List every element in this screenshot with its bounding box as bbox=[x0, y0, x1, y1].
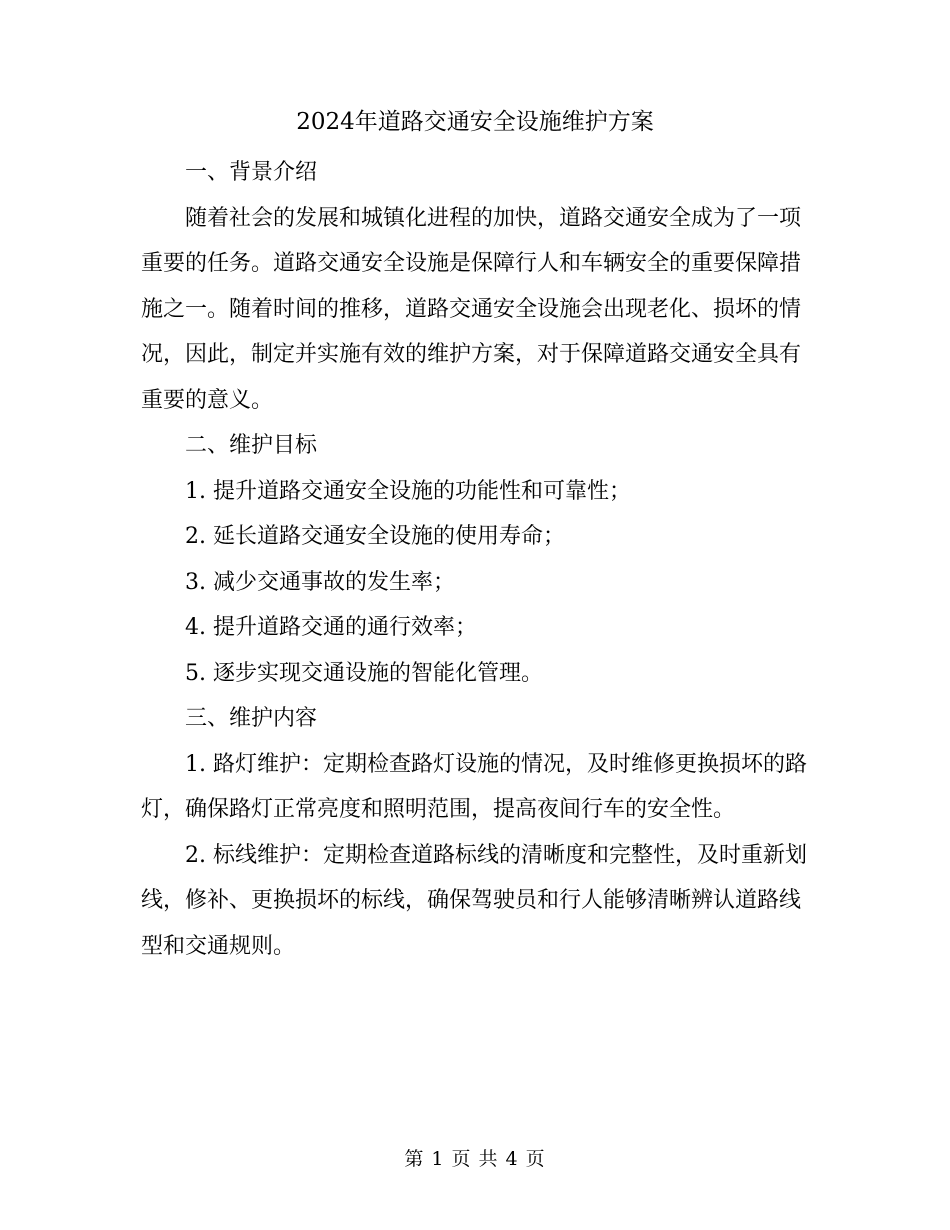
goal-item-3: 3. 减少交通事故的发生率； bbox=[185, 569, 455, 595]
goal-item-2: 2. 延长道路交通安全设施的使用寿命； bbox=[185, 524, 565, 549]
content-paragraph-marking: 2. 标线维护：定期检查道路标线的清晰度和完整性，及时重新划线，修补、更换损坏的标线，确保驾驶员和行人能够清晰辨认道路线型和交通规则。 bbox=[141, 842, 807, 959]
section-heading-goals: 二、维护目标 bbox=[185, 433, 318, 458]
goal-item-1: 1. 提升道路交通安全设施的功能性和可靠性； bbox=[185, 478, 631, 504]
page-footer: 第 1 页 共 4 页 bbox=[404, 1148, 546, 1170]
content-paragraph-streetlight: 1. 路灯维护：定期检查路灯设施的情况，及时维修更换损坏的路灯，确保路灯正常亮度和照明范围，提高夜间行车的安全性。 bbox=[141, 751, 807, 822]
background-paragraph: 随着社会的发展和城镇化进程的加快，道路交通安全成为了一项重要的任务。道路交通安全设施是保障行人和车辆安全的重要保障措施之一。随着时间的推移，道路交通安全设施会出现老化、损坏的情况，因此，制定并实施有效的维护方案，对于保障道路交通安全具有重要的意义。 bbox=[141, 205, 802, 413]
document-title: 2024年道路交通安全设施维护方案 bbox=[296, 109, 654, 135]
section-heading-background: 一、背景介绍 bbox=[185, 160, 318, 185]
goal-item-4: 4. 提升道路交通的通行效率； bbox=[185, 615, 477, 640]
document-body bbox=[141, 150, 813, 969]
section-heading-content: 三、维护内容 bbox=[185, 706, 318, 731]
goal-item-5: 5. 逐步实现交通设施的智能化管理。 bbox=[185, 660, 543, 686]
